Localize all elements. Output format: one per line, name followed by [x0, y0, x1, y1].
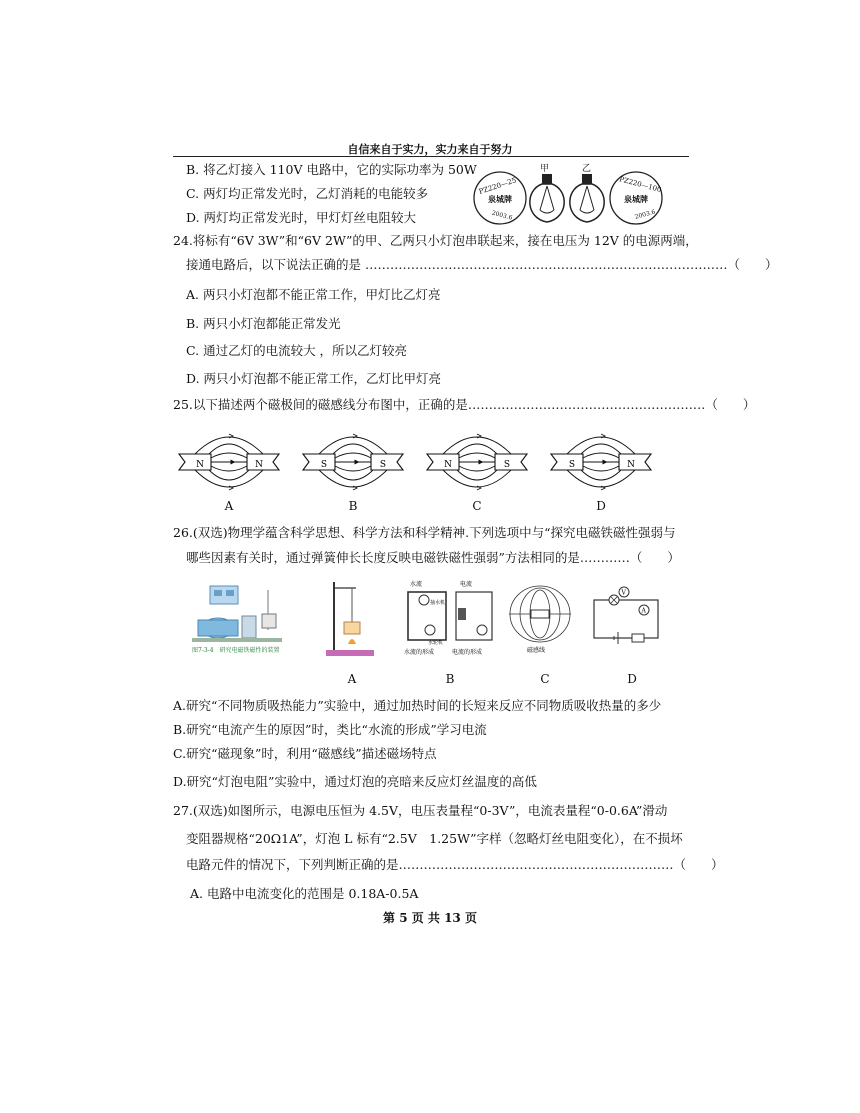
- q27-option-a: A. 电路中电流变化的范围是 0.18A-0.5A: [190, 886, 419, 901]
- magnet-diagram-d: [551, 434, 651, 490]
- q24-option-c: C. 通过乙灯的电流较大 ，所以乙灯较亮: [186, 343, 408, 358]
- caption-turbine: 水轮机: [428, 640, 444, 646]
- bulb1-brand: 泉城牌: [488, 194, 512, 204]
- pole-a-right: N: [255, 460, 263, 470]
- svg-text:A: A: [641, 607, 646, 615]
- q26-option-b: B.研究“电流产生的原因”时，类比“水流的形成”学习电流: [173, 722, 487, 737]
- q23-option-d: D. 两灯均正常发光时，甲灯灯丝电阻较大: [186, 210, 417, 225]
- bulb-jia-icon: [530, 174, 564, 222]
- bulb2-brand: 泉城牌: [624, 194, 648, 204]
- pole-d-left: S: [568, 460, 576, 470]
- q27-stem-line1: 27.(双选)如图所示，电源电压恒为 4.5V，电压表量程“0-3V”，电流表量程“0-0.6A”滑动: [173, 803, 668, 818]
- q25-label-b: B: [348, 499, 358, 513]
- caption-current-formation: 电流的形成: [452, 649, 483, 656]
- magnetic-field-lines-figure: [505, 580, 575, 658]
- magnet-diagram-c: [427, 434, 527, 490]
- q25-label-d: D: [596, 499, 606, 513]
- q24-option-a: A. 两只小灯泡都不能正常工作，甲灯比乙灯亮: [186, 287, 441, 302]
- svg-text:V: V: [621, 589, 626, 597]
- q23-option-c: C. 两灯均正常发光时，乙灯消耗的电能较多: [186, 186, 429, 201]
- q25-label-c: C: [472, 499, 482, 513]
- bulb-label-yi: 乙: [582, 164, 592, 174]
- heating-setup-figure: [322, 578, 378, 660]
- bulb2-rating: PZ220—100: [618, 175, 663, 195]
- pole-c-right: S: [503, 460, 511, 470]
- q27-stem-line2: 变阻器规格“20Ω1A”，灯泡 L 标有“2.5V 1.25W”字样（忽略灯丝电阻变化），在不损坏: [186, 831, 683, 846]
- header-rule: [173, 156, 689, 157]
- caption-current: 电流: [460, 581, 473, 588]
- q23-option-b: B. 将乙灯接入 110V 电路中，它的实际功率为 50W: [186, 162, 477, 177]
- q26-fig-label-b: B: [445, 672, 455, 686]
- caption-pump: 抽水机: [430, 600, 446, 606]
- electromagnet-apparatus-figure: [188, 580, 286, 658]
- bulb-yi-icon: [570, 174, 604, 222]
- q24-stem-line1: 24.将标有“6V 3W”和“6V 2W”的甲、乙两只小灯泡串联起来，接在电压为 12V 的电源两端，: [173, 233, 698, 248]
- q26-fig-label-d: D: [627, 672, 637, 686]
- q26-option-a: A.研究“不同物质吸热能力”实验中，通过加热时间的长短来反应不同物质吸收热量的多少: [173, 698, 662, 713]
- q25-label-a: A: [224, 499, 234, 513]
- caption-apparatus: 图7-3-4 研究电磁铁磁性的装置: [192, 647, 280, 654]
- q26-option-d: D.研究“灯泡电阻”实验中，通过灯泡的亮暗来反应灯丝温度的高低: [173, 774, 537, 789]
- caption-field-lines: 磁感线: [527, 647, 546, 654]
- bulb1-date: 2003.6: [490, 209, 514, 222]
- page-header: 自信来自于实力，实力来自于努力: [347, 143, 513, 156]
- page-footer: 第 5 页 共 13 页: [383, 911, 477, 925]
- bulb1-rating: PZ220—25: [477, 176, 518, 196]
- caption-water-formation: 水流的形成: [404, 649, 435, 656]
- pole-a-left: N: [196, 460, 204, 470]
- magnet-diagram-b: [303, 434, 403, 490]
- magnet-field-diagrams: [175, 428, 695, 496]
- bulb-label-jia: 甲: [540, 164, 550, 174]
- pole-c-left: N: [444, 460, 452, 470]
- q26-stem-line2: 哪些因素有关时，通过弹簧伸长长度反映电磁铁磁性强弱”方法相同的是…………（ ）: [186, 550, 680, 565]
- pole-d-right: N: [627, 460, 635, 470]
- bulb2-date: 2003.6: [634, 208, 657, 221]
- q26-stem-line1: 26.(双选)物理学蕴含科学思想、科学方法和科学精神.下列选项中与“探究电磁铁磁性强弱与: [173, 525, 676, 540]
- q27-stem-line3: 电路元件的情况下，下列判断正确的是…………………………………………………………（ ）: [186, 857, 724, 872]
- q26-option-c: C.研究“磁现象”时，利用“磁感线”描述磁场特点: [173, 746, 437, 761]
- caption-water: 水流: [410, 581, 423, 588]
- lamp-circuit-figure: [588, 586, 664, 646]
- q25-stem: 25.以下描述两个磁极间的磁感线分布图中，正确的是…………………………………………………（ ）: [173, 397, 756, 412]
- magnet-diagram-a: [179, 434, 279, 490]
- pole-b-left: S: [320, 460, 328, 470]
- q26-fig-label-a: A: [347, 672, 357, 686]
- q26-fig-label-c: C: [540, 672, 550, 686]
- pole-b-right: S: [379, 460, 387, 470]
- water-current-analogy-figure: [402, 578, 498, 660]
- q24-option-b: B. 两只小灯泡都能正常发光: [186, 316, 341, 331]
- q24-stem-line2: 接通电路后，以下说法正确的是 ……………………………………………………………………………（ ）: [186, 257, 778, 272]
- bulbs-figure: [470, 160, 670, 232]
- q24-option-d: D. 两只小灯泡都不能正常工作，乙灯比甲灯亮: [186, 371, 442, 386]
